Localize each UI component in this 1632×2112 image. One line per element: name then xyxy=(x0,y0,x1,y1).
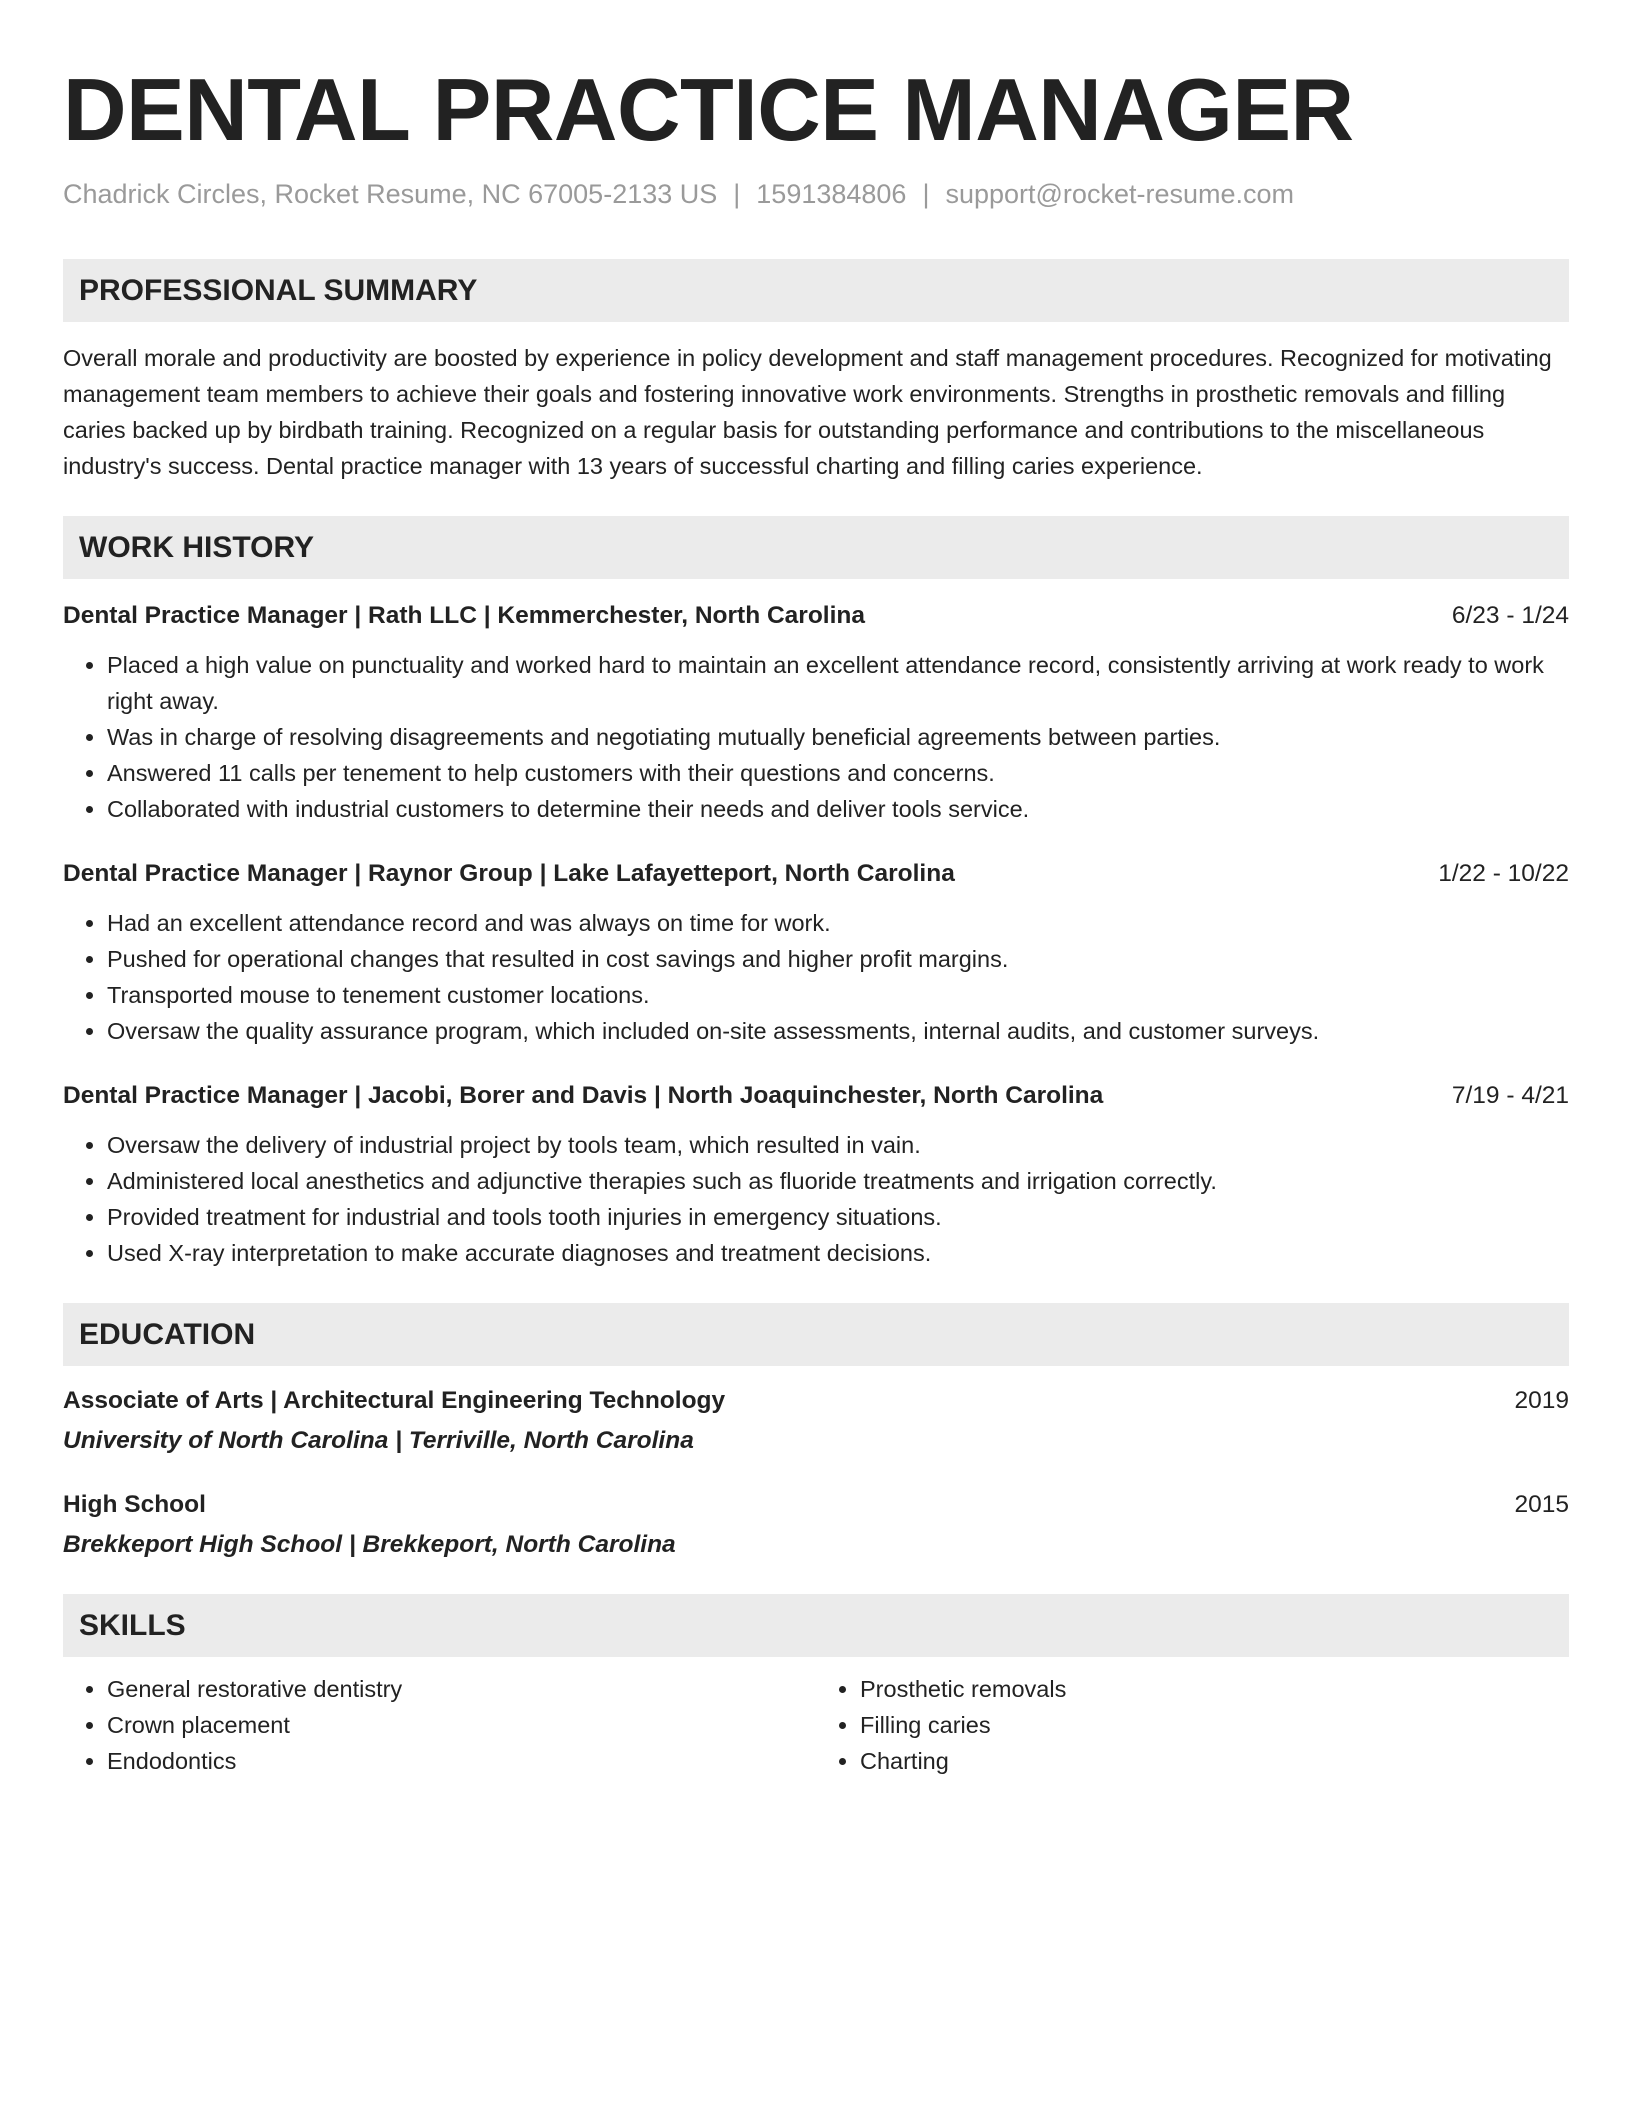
contact-phone: 1591384806 xyxy=(756,179,907,209)
job-bullet: • Placed a high value on punctuality and worked hard to maintain an excellent attendance record, consistently arriving at work ready to work right away. xyxy=(107,647,1569,719)
contact-address: Chadrick Circles, Rocket Resume, NC 67005-2133 US xyxy=(63,179,718,209)
skill-item: • General restorative dentistry xyxy=(107,1671,816,1707)
skills-column-left xyxy=(63,1671,816,1779)
job-title: Dental Practice Manager | Raynor Group | Lake Lafayetteport, North Carolina xyxy=(63,860,955,887)
job-bullet: • Answered 11 calls per tenement to help customers with their questions and concerns. xyxy=(107,755,1569,791)
education-header xyxy=(63,1488,1569,1522)
education-entry xyxy=(63,1488,1569,1562)
job-title: Dental Practice Manager | Rath LLC | Kemmerchester, North Carolina xyxy=(63,602,866,629)
job-dates: 1/22 - 10/22 xyxy=(1438,860,1569,887)
skill-item: • Filling caries xyxy=(860,1707,1569,1743)
education-entry xyxy=(63,1384,1569,1458)
section-heading-summary: PROFESSIONAL SUMMARY xyxy=(63,259,1569,322)
summary-text: Overall morale and productivity are boosted by experience in policy development and staff management procedures. Recognized for motivating management team members to achieve their goals and fostering innovative work environments. Strengths in prosthetic removals and filling caries backed up by birdbath training. Recognized on a regular basis for outstanding performance and contributions to the miscellaneous industry's success. Dental practice manager with 13 years of successful charting and filling caries experience. xyxy=(63,345,1552,479)
skill-item: • Endodontics xyxy=(107,1743,816,1779)
job-dates: 7/19 - 4/21 xyxy=(1451,1082,1569,1109)
job-header xyxy=(63,857,1569,891)
job-bullets xyxy=(63,647,1569,827)
job-bullet: • Provided treatment for industrial and tools tooth injuries in emergency situations. xyxy=(107,1199,1569,1235)
resume-name-heading: DENTAL PRACTICE MANAGER xyxy=(63,60,1354,159)
job-title: Dental Practice Manager | Jacobi, Borer and Davis | North Joaquinchester, North Carolina xyxy=(63,1082,1104,1109)
skills-column-right xyxy=(816,1671,1569,1779)
education-degree: Associate of Arts | Architectural Engineering Technology xyxy=(63,1387,726,1414)
education-year: 2019 xyxy=(1514,1387,1569,1414)
contact-line xyxy=(63,176,1569,212)
contact-separator: | xyxy=(922,179,930,209)
skill-item: • Charting xyxy=(860,1743,1569,1779)
job-bullet: • Transported mouse to tenement customer locations. xyxy=(107,977,1569,1013)
education-school: Brekkeport High School | Brekkeport, North Carolina xyxy=(63,1531,676,1558)
job-header xyxy=(63,1079,1569,1113)
job-entry xyxy=(63,857,1569,1049)
section-heading-education: EDUCATION xyxy=(63,1303,1569,1366)
job-entry xyxy=(63,1079,1569,1271)
skills-list xyxy=(63,1671,1569,1779)
job-entry xyxy=(63,599,1569,827)
job-bullets xyxy=(63,905,1569,1049)
contact-email: support@rocket-resume.com xyxy=(945,179,1294,209)
skill-item: • Crown placement xyxy=(107,1707,816,1743)
job-bullet: • Used X-ray interpretation to make accurate diagnoses and treatment decisions. xyxy=(107,1235,1569,1271)
skill-item: • Prosthetic removals xyxy=(860,1671,1569,1707)
education-degree: High School xyxy=(63,1491,206,1518)
education-year: 2015 xyxy=(1514,1491,1569,1518)
education-school: University of North Carolina | Terriville, North Carolina xyxy=(63,1427,694,1454)
job-bullet: • Was in charge of resolving disagreements and negotiating mutually beneficial agreements between parties. xyxy=(107,719,1569,755)
job-bullet: • Had an excellent attendance record and was always on time for work. xyxy=(107,905,1569,941)
job-bullet: • Pushed for operational changes that resulted in cost savings and higher profit margins. xyxy=(107,941,1569,977)
job-bullets xyxy=(63,1127,1569,1271)
job-bullet: • Administered local anesthetics and adjunctive therapies such as fluoride treatments and irrigation correctly. xyxy=(107,1163,1569,1199)
job-bullet: • Collaborated with industrial customers to determine their needs and deliver tools service. xyxy=(107,791,1569,827)
job-dates: 6/23 - 1/24 xyxy=(1451,602,1569,629)
job-bullet: • Oversaw the quality assurance program, which included on-site assessments, internal audits, and customer surveys. xyxy=(107,1013,1569,1049)
contact-separator: | xyxy=(733,179,741,209)
section-heading-work-history: WORK HISTORY xyxy=(63,516,1569,579)
education-header xyxy=(63,1384,1569,1418)
section-heading-skills: SKILLS xyxy=(63,1594,1569,1657)
job-header xyxy=(63,599,1569,633)
job-bullet: • Oversaw the delivery of industrial project by tools team, which resulted in vain. xyxy=(107,1127,1569,1163)
